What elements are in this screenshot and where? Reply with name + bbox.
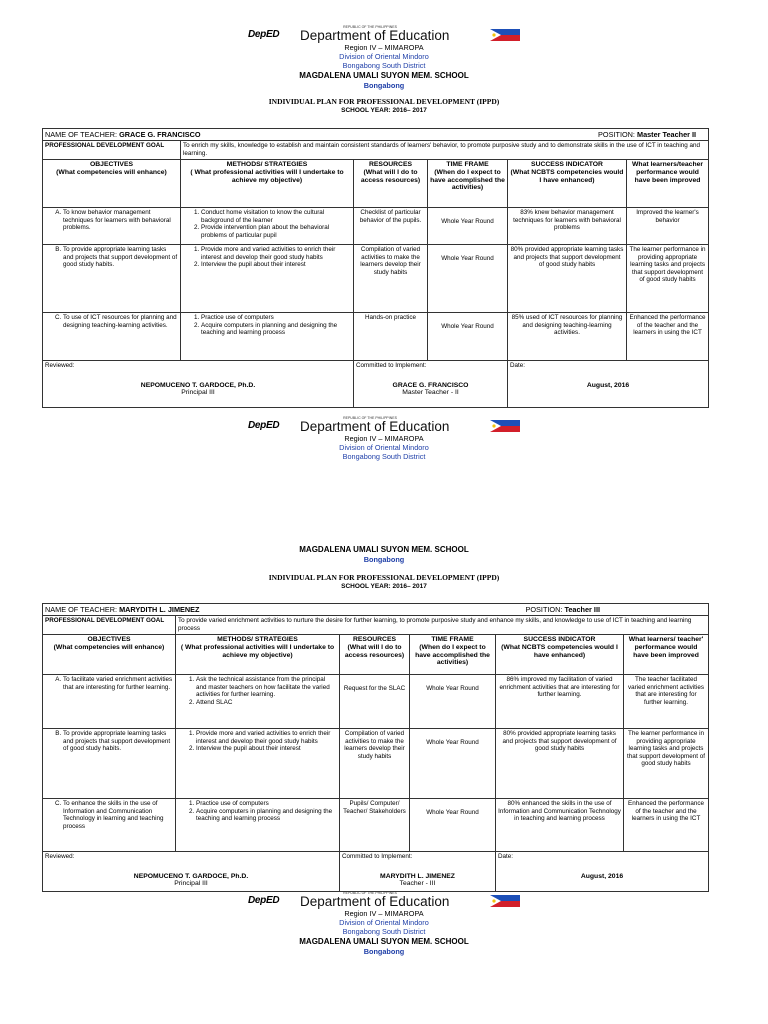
method-item: 1. Conduct home visitation to know the cultural background of the learner — [201, 209, 351, 224]
method-item: 2. Interview the pupil about their interest — [201, 261, 351, 269]
deped-logo: DepED — [248, 895, 280, 906]
col-success-sub: (What NCBTS competencies would I have enhanced) — [501, 643, 618, 659]
philippine-flag-icon — [490, 420, 520, 432]
teacher-name: MARYDITH L. JIMENEZ — [119, 605, 200, 614]
town: Bongabong — [363, 555, 405, 564]
objective-text: B. To provide appropriate learning tasks and projects that support development of good study habits. — [63, 246, 178, 269]
table-row — [43, 675, 709, 729]
objective-cell — [43, 313, 181, 361]
column-header-row — [43, 160, 709, 208]
committer-role: Teacher - III — [399, 880, 436, 888]
pdg-label: PROFESSIONAL DEVELOPMENT GOAL — [43, 616, 176, 635]
col-improved: What learners/teacher performance would have been improved — [627, 160, 709, 208]
timeframe-cell: Whole Year Round — [410, 675, 496, 729]
col-methods — [176, 635, 340, 675]
improved-cell: Enhanced the performance of the teacher and the learners in using the ICT — [624, 799, 709, 852]
division: Division of Oriental Mindoro — [339, 918, 429, 927]
deped-logo-banner — [0, 893, 768, 909]
objective-cell — [43, 208, 181, 245]
improved-cell: The learner performance in providing appropriate learning tasks and projects that support development of good study habits — [624, 729, 709, 799]
success-cell: 86% improved my facilitation of varied enrichment activities that are interesting for further learning. — [496, 675, 624, 729]
position-label: POSITION: — [525, 605, 563, 614]
resources-cell: Compilation of varied activities to make the learners develop their study habits — [354, 245, 428, 313]
republic-text: REPUBLIC OF THE PHILIPPINES — [343, 891, 397, 895]
division: Division of Oriental Mindoro — [339, 443, 429, 452]
resources-cell: Checklist of particular behavior of the pupils. — [354, 208, 428, 245]
date-cell — [508, 361, 709, 408]
success-cell: 85% used of ICT resources for planning and designing teaching-learning activities. — [508, 313, 627, 361]
improved-cell: The teacher facilitated varied enrichment activities that are interesting for further learning. — [624, 675, 709, 729]
position-block — [598, 130, 696, 139]
school-year: SCHOOL YEAR: 2016– 2017 — [341, 107, 427, 114]
document-title: INDIVIDUAL PLAN FOR PROFESSIONAL DEVELOPMENT (IPPD) — [268, 573, 500, 582]
republic-text: REPUBLIC OF THE PHILIPPINES — [343, 416, 397, 420]
document-title: INDIVIDUAL PLAN FOR PROFESSIONAL DEVELOPMENT (IPPD) — [268, 97, 500, 106]
reviewer-role: Principal III — [174, 880, 208, 888]
table-row — [43, 729, 709, 799]
deped-logo: DepED — [248, 29, 280, 40]
date-cell — [496, 852, 709, 892]
pdg-text: To provide varied enrichment activities to nurture the desire for further learning, to promote purposive study and enhance my skills, and knowledge to use of ICT in teaching and learning process — [176, 616, 709, 635]
col-objectives-title: OBJECTIVES — [89, 161, 134, 168]
ippd-table-1 — [42, 128, 709, 408]
methods-cell — [181, 245, 354, 313]
resources-cell: Compilation of varied activities to make the learners develop their study habits — [340, 729, 410, 799]
table-row — [43, 245, 709, 313]
timeframe-cell: Whole Year Round — [428, 245, 508, 313]
success-cell: 83% knew behavior management techniques for learners with behavioral problems — [508, 208, 627, 245]
col-timeframe — [410, 635, 496, 675]
deped-logo: DepED — [248, 420, 280, 431]
method-item: 1. Practice use of computers — [201, 314, 351, 322]
methods-cell — [176, 729, 340, 799]
improved-cell: The learner performance in providing appropriate learning tasks and projects that support development of good study habits — [627, 245, 709, 313]
col-success-title: SUCCESS INDICATOR — [531, 161, 603, 168]
district: Bongabong South District — [342, 452, 426, 461]
teacher-name: GRACE G. FRANCISCO — [119, 130, 201, 139]
col-objectives — [43, 160, 181, 208]
col-improved: What learners/ teacher' performance would have been improved — [624, 635, 709, 675]
success-cell: 80% provided appropriate learning tasks and projects that support development of good study habits — [508, 245, 627, 313]
col-objectives-sub: (What competencies will enhance) — [56, 168, 167, 176]
method-item: 2. Provide intervention plan about the behavioral problems of particular pupil — [201, 224, 351, 239]
method-item: 2. Acquire computers in planning and designing the teaching and learning process — [201, 322, 351, 337]
region: Region IV – MIMAROPA — [344, 43, 424, 52]
committed-label: Committed to Implement: — [342, 853, 413, 860]
reviewer-name: NEPOMUCENO T. GARDOCE, Ph.D. — [140, 381, 256, 389]
timeframe-cell: Whole Year Round — [410, 729, 496, 799]
col-timeframe-title: TIME FRAME — [431, 636, 474, 643]
col-resources — [340, 635, 410, 675]
reviewed-cell — [43, 361, 354, 408]
district: Bongabong South District — [342, 61, 426, 70]
col-success-title: SUCCESS INDICATOR — [523, 636, 596, 643]
objective-text: C. To enhance the skills in the use of Information and Communication Technology in learning and teaching process — [63, 800, 173, 830]
school-year: SCHOOL YEAR: 2016– 2017 — [341, 583, 427, 590]
improved-cell: Enhanced the performance of the teacher and the learners in using the ICT — [627, 313, 709, 361]
pdg-text: To enrich my skills, knowledge to establish and maintain consistent standards of learners' behavior, to promote purposive study and to demonstrate skills in the use of ICT in teaching and learning. — [181, 141, 709, 160]
objective-cell — [43, 245, 181, 313]
objective-cell — [43, 799, 176, 852]
timeframe-cell: Whole Year Round — [410, 799, 496, 852]
col-objectives-title: OBJECTIVES — [87, 636, 131, 643]
objective-text: A. To know behavior management techniques for learners with behavioral problems. — [63, 209, 178, 232]
committed-cell — [340, 852, 496, 892]
date-label: Date: — [510, 362, 526, 369]
resources-cell: Hands-on practice — [354, 313, 428, 361]
date-label: Date: — [498, 853, 514, 860]
committer-role: Master Teacher - II — [402, 389, 459, 397]
methods-cell — [176, 799, 340, 852]
position-value: Master Teacher II — [636, 130, 697, 139]
committed-label: Committed to Implement: — [356, 362, 427, 369]
timeframe-cell: Whole Year Round — [428, 208, 508, 245]
col-methods-title: METHODS/ STRATEGIES — [217, 636, 298, 643]
col-objectives-sub: (What competencies will enhance) — [53, 643, 165, 651]
school-name: MAGDALENA UMALI SUYON MEM. SCHOOL — [299, 937, 469, 946]
col-success — [496, 635, 624, 675]
school-name: MAGDALENA UMALI SUYON MEM. SCHOOL — [299, 545, 469, 554]
philippine-flag-icon — [490, 29, 520, 41]
col-methods-sub: ( What professional activities will I undertake to achieve my objective) — [180, 643, 335, 659]
method-item: 1. Practice use of computers — [196, 800, 337, 808]
col-resources-sub: (What will I do to access resources) — [360, 168, 421, 184]
region: Region IV – MIMAROPA — [344, 909, 424, 918]
col-resources-title: RESOURCES — [368, 161, 413, 168]
name-label: NAME OF TEACHER: — [45, 130, 118, 139]
teacher-name-row — [43, 604, 709, 616]
improved-cell: Improved the learner's behavior — [627, 208, 709, 245]
date-value: August, 2016 — [580, 872, 624, 880]
deped-logo-banner — [0, 27, 768, 43]
committer-name: MARYDITH L. JIMENEZ — [380, 872, 455, 880]
method-item: 2. Attend SLAC — [196, 699, 337, 707]
department-name: Department of Education — [300, 419, 450, 434]
table-row — [43, 208, 709, 245]
reviewed-label: Reviewed: — [45, 362, 75, 369]
methods-cell — [181, 313, 354, 361]
col-timeframe-sub: (When do I expect to have accomplished the activities) — [415, 643, 490, 667]
timeframe-cell: Whole Year Round — [428, 313, 508, 361]
method-item: 1. Provide more and varied activities to enrich their interest and develop their good study habits — [196, 730, 337, 745]
col-methods-sub: ( What professional activities will I undertake to achieve my objective) — [190, 168, 344, 184]
table-row — [43, 313, 709, 361]
header-2 — [0, 418, 768, 461]
resources-cell: Pupils/ Computer/ Teacher/ Stakeholders — [340, 799, 410, 852]
department-name: Department of Education — [300, 894, 450, 909]
objective-text: B. To provide appropriate learning tasks and projects that support development of good study habits. — [63, 730, 173, 753]
success-cell: 80% provided appropriate learning tasks and projects that support development of good study habits — [496, 729, 624, 799]
deped-logo-banner — [0, 418, 768, 434]
header-4 — [0, 893, 768, 956]
reviewed-label: Reviewed: — [45, 853, 75, 860]
committed-cell — [354, 361, 508, 408]
header-3 — [0, 544, 768, 591]
school-name: MAGDALENA UMALI SUYON MEM. SCHOOL — [299, 71, 469, 80]
col-objectives — [43, 635, 176, 675]
name-label: NAME OF TEACHER: — [45, 605, 118, 614]
col-timeframe-title: TIME FRAME — [446, 161, 489, 168]
reviewer-name: NEPOMUCENO T. GARDOCE, Ph.D. — [133, 872, 249, 880]
resources-cell: Request for the SLAC — [340, 675, 410, 729]
signature-row — [43, 361, 709, 408]
col-timeframe-sub: (When do I expect to have accomplished the activities) — [430, 168, 505, 192]
method-item: 1. Provide more and varied activities to enrich their interest and develop their good study habits — [201, 246, 351, 261]
column-header-row — [43, 635, 709, 675]
method-item: 2. Interview the pupil about their interest — [196, 745, 337, 753]
department-name: Department of Education — [300, 28, 450, 43]
objective-text: C. To use of ICT resources for planning and designing teaching-learning activities. — [63, 314, 178, 329]
col-resources-sub: (What will I do to access resources) — [344, 643, 405, 659]
header-1 — [0, 27, 768, 115]
teacher-name-row — [43, 129, 709, 141]
position-value: Teacher III — [564, 605, 601, 614]
col-resources — [354, 160, 428, 208]
signature-row — [43, 852, 709, 892]
republic-text: REPUBLIC OF THE PHILIPPINES — [343, 25, 397, 29]
region: Region IV – MIMAROPA — [344, 434, 424, 443]
col-success-sub: (What NCBTS competencies would I have enhanced) — [510, 168, 624, 184]
philippine-flag-icon — [490, 895, 520, 907]
methods-cell — [176, 675, 340, 729]
committer-name: GRACE G. FRANCISCO — [392, 381, 469, 389]
objective-cell — [43, 675, 176, 729]
method-item: 2. Acquire computers in planning and designing the teaching and learning process — [196, 808, 337, 823]
date-value: August, 2016 — [586, 381, 630, 389]
division: Division of Oriental Mindoro — [339, 52, 429, 61]
objective-text: A. To facilitate varied enrichment activities that are interesting for further learning. — [63, 676, 173, 691]
reviewed-cell — [43, 852, 340, 892]
position-label: POSITION: — [598, 130, 635, 139]
position-block — [526, 605, 601, 614]
pdg-label: PROFESSIONAL DEVELOPMENT GOAL — [43, 141, 181, 160]
col-timeframe — [428, 160, 508, 208]
col-success — [508, 160, 627, 208]
methods-cell — [181, 208, 354, 245]
method-item: 1. Ask the technical assistance from the principal and master teachers on how facilitate the varied activities for further learning. — [196, 676, 337, 699]
reviewer-role: Principal III — [181, 389, 215, 397]
town: Bongabong — [363, 81, 405, 90]
col-methods-title: METHODS/ STRATEGIES — [226, 161, 308, 168]
town: Bongabong — [363, 947, 405, 956]
col-resources-title: RESOURCES — [352, 636, 397, 643]
ippd-table-2 — [42, 603, 709, 892]
table-row — [43, 799, 709, 852]
success-cell: 80% enhanced the skills in the use of Information and Communication Technology in teaching and learning process — [496, 799, 624, 852]
col-methods — [181, 160, 354, 208]
objective-cell — [43, 729, 176, 799]
district: Bongabong South District — [342, 927, 426, 936]
